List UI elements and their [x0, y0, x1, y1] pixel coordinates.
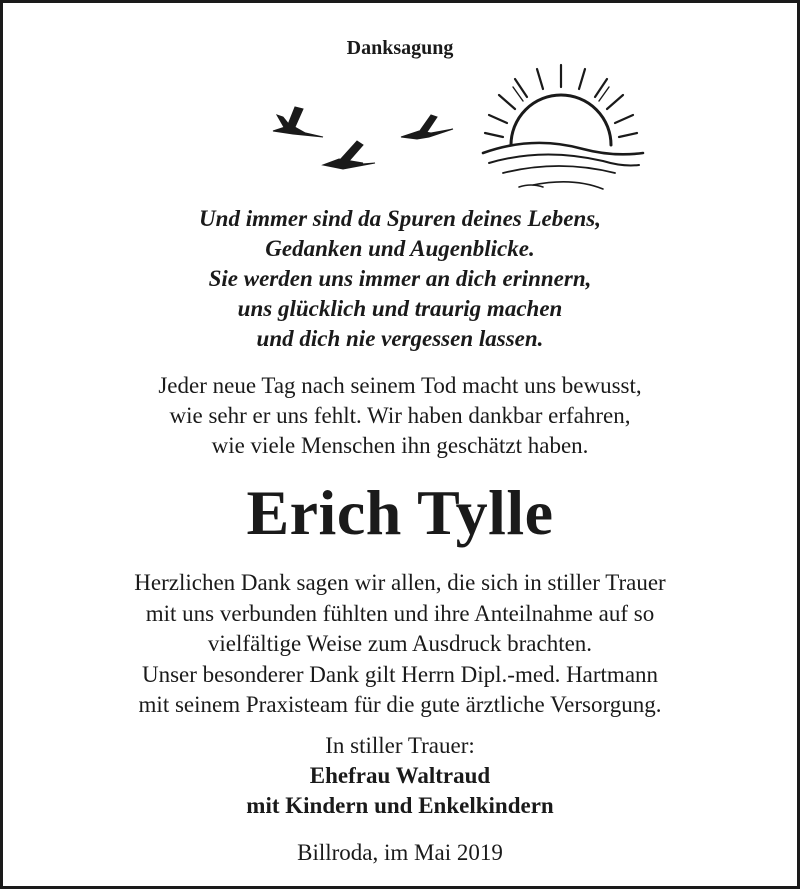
place-date: Billroda, im Mai 2019: [297, 840, 503, 865]
intro-text: [3, 371, 797, 461]
mourner-family: mit Kindern und Enkelkindern: [246, 793, 554, 818]
poem-line: Und immer sind da Spuren deines Lebens,: [199, 206, 601, 231]
thanks-text: [3, 568, 797, 721]
flying-birds-icon: [273, 107, 453, 169]
poem-line: und dich nie vergessen lassen.: [256, 326, 544, 351]
mourning-label: In stiller Trauer:: [325, 733, 475, 758]
intro-line: wie sehr er uns fehlt. Wir haben dankbar erfahren,: [169, 403, 631, 428]
poem: [3, 204, 797, 354]
illustration: [3, 3, 797, 203]
intro-line: wie viele Menschen ihn geschätzt haben.: [211, 433, 589, 458]
thanks-line: Herzlichen Dank sagen wir allen, die sich in stiller Trauer: [134, 570, 666, 595]
heading: Danksagung: [346, 37, 454, 59]
setting-sun-icon: [483, 65, 643, 189]
poem-line: uns glücklich und traurig machen: [237, 296, 563, 321]
thanks-line: mit seinem Praxisteam für die gute ärztliche Versorgung.: [138, 692, 662, 717]
mourner-wife: Ehefrau Waltraud: [309, 763, 491, 788]
thanks-line: vielfältige Weise zum Ausdruck brachten.: [207, 631, 593, 656]
intro-line: Jeder neue Tag nach seinem Tod macht uns bewusst,: [158, 373, 642, 398]
poem-line: Sie werden uns immer an dich erinnern,: [208, 266, 592, 291]
thanks-line: mit uns verbunden fühlten und ihre Anteilnahme auf so: [145, 600, 655, 626]
deceased-name: Erich Tylle: [246, 477, 554, 548]
poem-line: Gedanken und Augenblicke.: [265, 236, 535, 261]
mourners-block: [3, 731, 797, 821]
thanks-line: Unser besonderer Dank gilt Herrn Dipl.-med. Hartmann: [141, 661, 659, 687]
